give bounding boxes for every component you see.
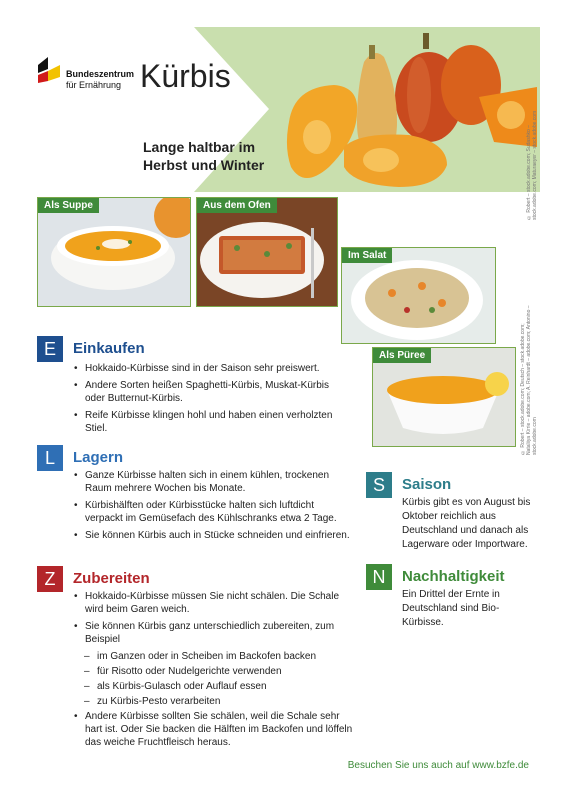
oven-dish-image: [197, 198, 337, 306]
list-item: • Sie können Kürbis ganz unterschiedlich zubereiten, zum Beispiel: [73, 620, 358, 646]
photo-tag-suppe: Als Suppe: [38, 198, 99, 213]
list-subitem: – für Risotto oder Nudelgerichte verwenden: [73, 665, 358, 678]
pumpkin-illustration: [279, 27, 540, 192]
photo-im-salat: [341, 247, 496, 344]
zubereiten-title: Zubereiten: [73, 570, 150, 587]
list-subitem: – als Kürbis-Gulasch oder Auflauf essen: [73, 680, 358, 693]
footer-link[interactable]: Besuchen Sie uns auch auf www.bzfe.de: [347, 760, 529, 771]
saison-letter-icon: S: [366, 472, 392, 498]
photo-als-suppe: [37, 197, 191, 307]
photo-als-pueree: [372, 347, 516, 447]
list-item: • Ganze Kürbisse halten sich in einem kühlen, trockenen Raum mehrere Wochen bis Monate.: [73, 469, 353, 495]
header-photo-credit: © Robert – stock.adobe.com; Sudashko – stock.adobe.com; Maturaeyer – stock.adobe.com: [526, 110, 538, 220]
lagern-title: Lagern: [73, 449, 124, 466]
einkaufen-letter-icon: E: [37, 336, 63, 362]
lagern-list: [73, 469, 353, 546]
nachhaltigkeit-text: Ein Drittel der Ernte in Deutschland sind Bio-Kürbisse.: [402, 589, 500, 628]
list-item: • Kürbishälften oder Kürbisstücke halten sich luftdicht verpackt im Gemüsefach des Kühlschranks etwa 2 Tage.: [73, 499, 353, 525]
page-title: Kürbis: [140, 58, 231, 94]
list-item: • Hokkaido-Kürbisse sind in der Saison sehr preiswert.: [73, 362, 343, 375]
bzfe-logo[interactable]: [36, 55, 156, 95]
list-item: • Andere Sorten heißen Spaghetti-Kürbis, Muskat-Kürbis oder Butternut-Kürbis.: [73, 379, 343, 405]
saison-text: Kürbis gibt es von August bis Oktober reichlich aus Deutschland und danach als Lagerware oder Importware.: [402, 497, 531, 550]
soup-bowl-image: [38, 198, 190, 306]
zubereiten-letter-icon: Z: [37, 566, 63, 592]
list-subitem: – im Ganzen oder in Scheiben im Backofen backen: [73, 650, 358, 663]
photo-tag-pueree: Als Püree: [373, 348, 431, 363]
page-subtitle: Lange haltbar im Herbst und Winter: [143, 139, 265, 173]
logo-text: Bundeszentrum für Ernährung: [66, 69, 135, 90]
list-item: • Hokkaido-Kürbisse müssen Sie nicht schälen. Die Schale wird beim Garen weich.: [73, 590, 358, 616]
nachhaltigkeit-letter-icon: N: [366, 564, 392, 590]
list-item: • Sie können Kürbis auch in Stücke schneiden und einfrieren.: [73, 529, 353, 542]
photo-tag-salat: Im Salat: [342, 248, 392, 263]
header-band: [29, 27, 540, 192]
list-item: • Andere Kürbisse sollten Sie schälen, weil die Schale sehr hart ist. Oder Sie backen die Hälften im Backofen und löffeln das weiche Fruchtfleisch heraus.: [73, 710, 358, 749]
zubereiten-list: [73, 590, 358, 753]
nachhaltigkeit-title: Nachhaltigkeit: [402, 568, 505, 585]
photos-credit: © Robert – stock.adobe.com; Deutsch – stock.adobe.com; Nataliiya Kirrie – adobe.com; A. Reinhardt – adobe.com; Antonino – stock.adobe.com: [520, 305, 538, 455]
list-item: • Reife Kürbisse klingen hohl und haben einen verholzten Stiel.: [73, 409, 343, 435]
photo-tag-ofen: Aus dem Ofen: [197, 198, 277, 213]
saison-title: Saison: [402, 476, 452, 493]
einkaufen-title: Einkaufen: [73, 340, 145, 357]
lagern-letter-icon: L: [37, 445, 63, 471]
einkaufen-list: [73, 362, 343, 439]
list-subitem: – zu Kürbis-Pesto verarbeiten: [73, 695, 358, 708]
logo-mark-icon: [36, 55, 66, 89]
photo-aus-dem-ofen: [196, 197, 338, 307]
